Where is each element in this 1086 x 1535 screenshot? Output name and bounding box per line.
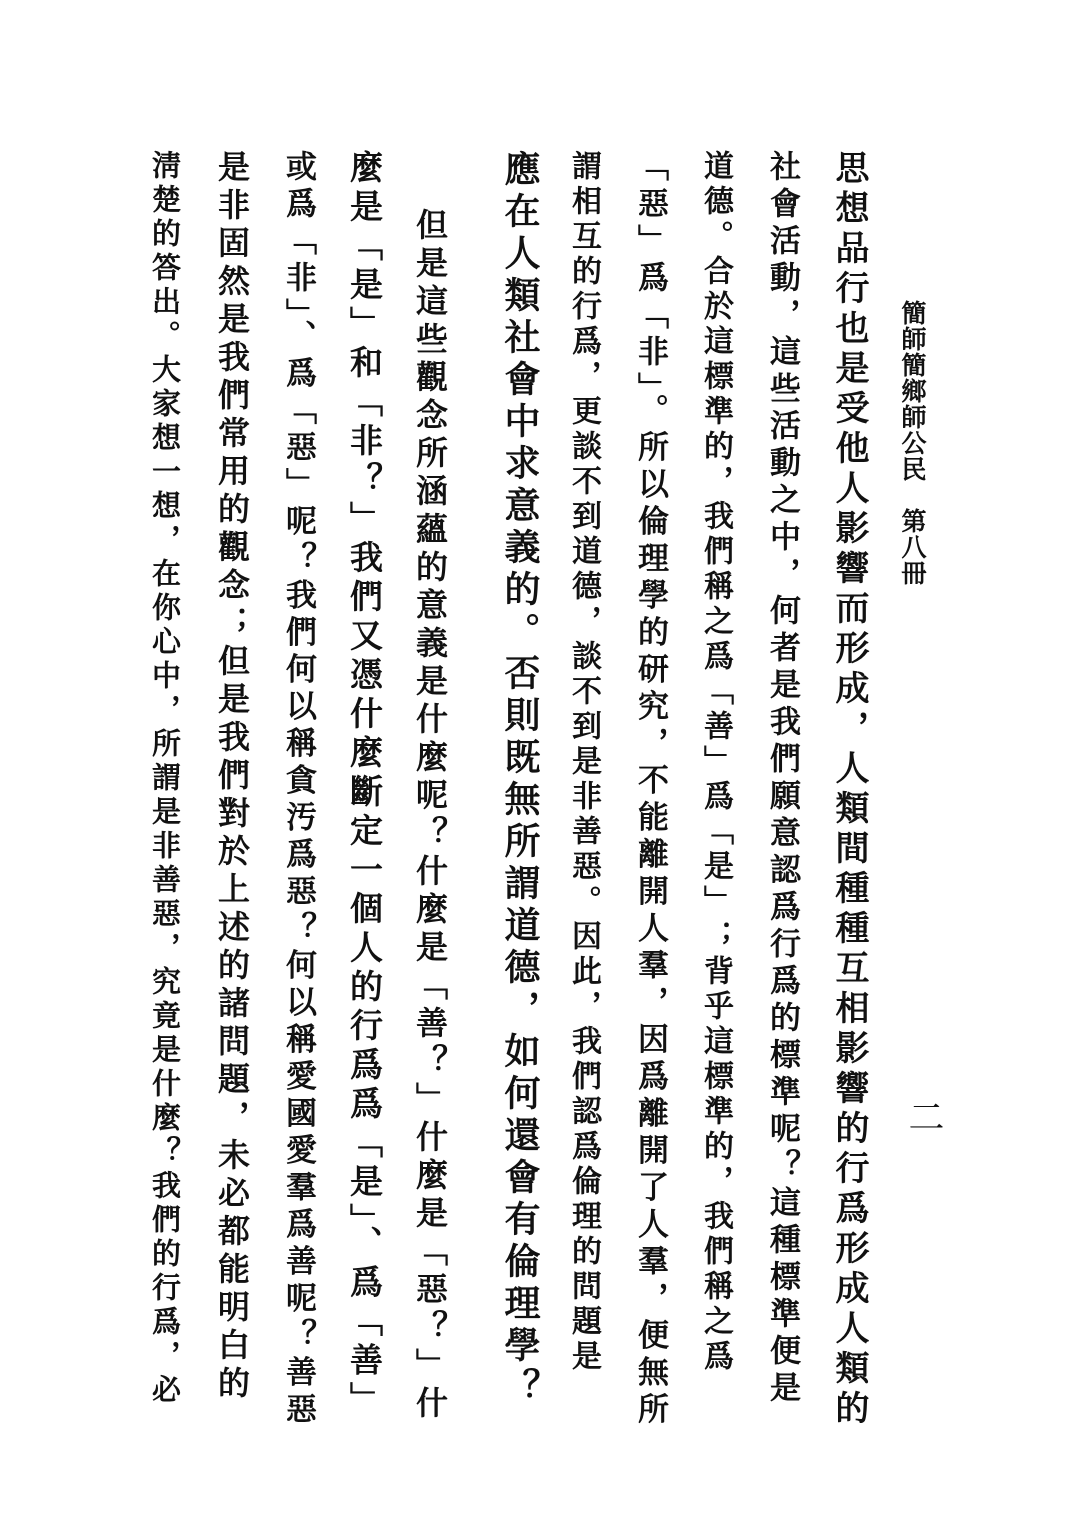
page-number: 二 [903, 1098, 944, 1134]
text-column: 麼是「是」和「非？」我們又憑什麼斷定一個人的行爲爲「是」、爲「善」 [345, 150, 384, 1421]
text-column: 「惡」爲「非」。所以倫理學的研究，不能離開人羣，因爲離開了人羣，便無所 [632, 150, 668, 1430]
running-head: 簡師簡鄉師公民 第八冊 [898, 300, 927, 586]
text-column: 道德。合於這標準的，我們稱之爲「善」爲「是」；背乎這標準的，我們稱之爲 [698, 150, 733, 1375]
text-column: 但是這些觀念所涵蘊的意義是什麼呢？什麼是「善？」什麼是「惡？」什 [411, 208, 449, 1424]
text-column: 謂相互的行爲，更談不到道德，談不到是非善惡。因此，我們認爲倫理的問題是 [566, 150, 601, 1375]
text-column: 或爲「非」、爲「惡」呢？我們何以稱貪汚爲惡？何以稱愛國愛羣爲善呢？善惡 [280, 150, 316, 1430]
text-column: 社會活動，這些活動之中，何者是我們願意認爲行爲的標準呢？這種標準便是 [764, 150, 800, 1408]
text-column: 是非固然是我們常用的觀念；但是我們對於上述的諸問題，未必都能明白的 [213, 150, 251, 1404]
text-column: 思想品行也是受他人影響而形成，人類間種種互相影響的行爲形成人類的 [829, 150, 869, 1430]
text-column: 淸楚的答出。大家想一想，在你心中，所謂是非善惡，究竟是什麼？我們的行爲，必 [148, 150, 182, 1408]
text-column: 應在人類社會中求意義的。否則既無所謂道德，如何還會有倫理學？ [499, 150, 541, 1410]
